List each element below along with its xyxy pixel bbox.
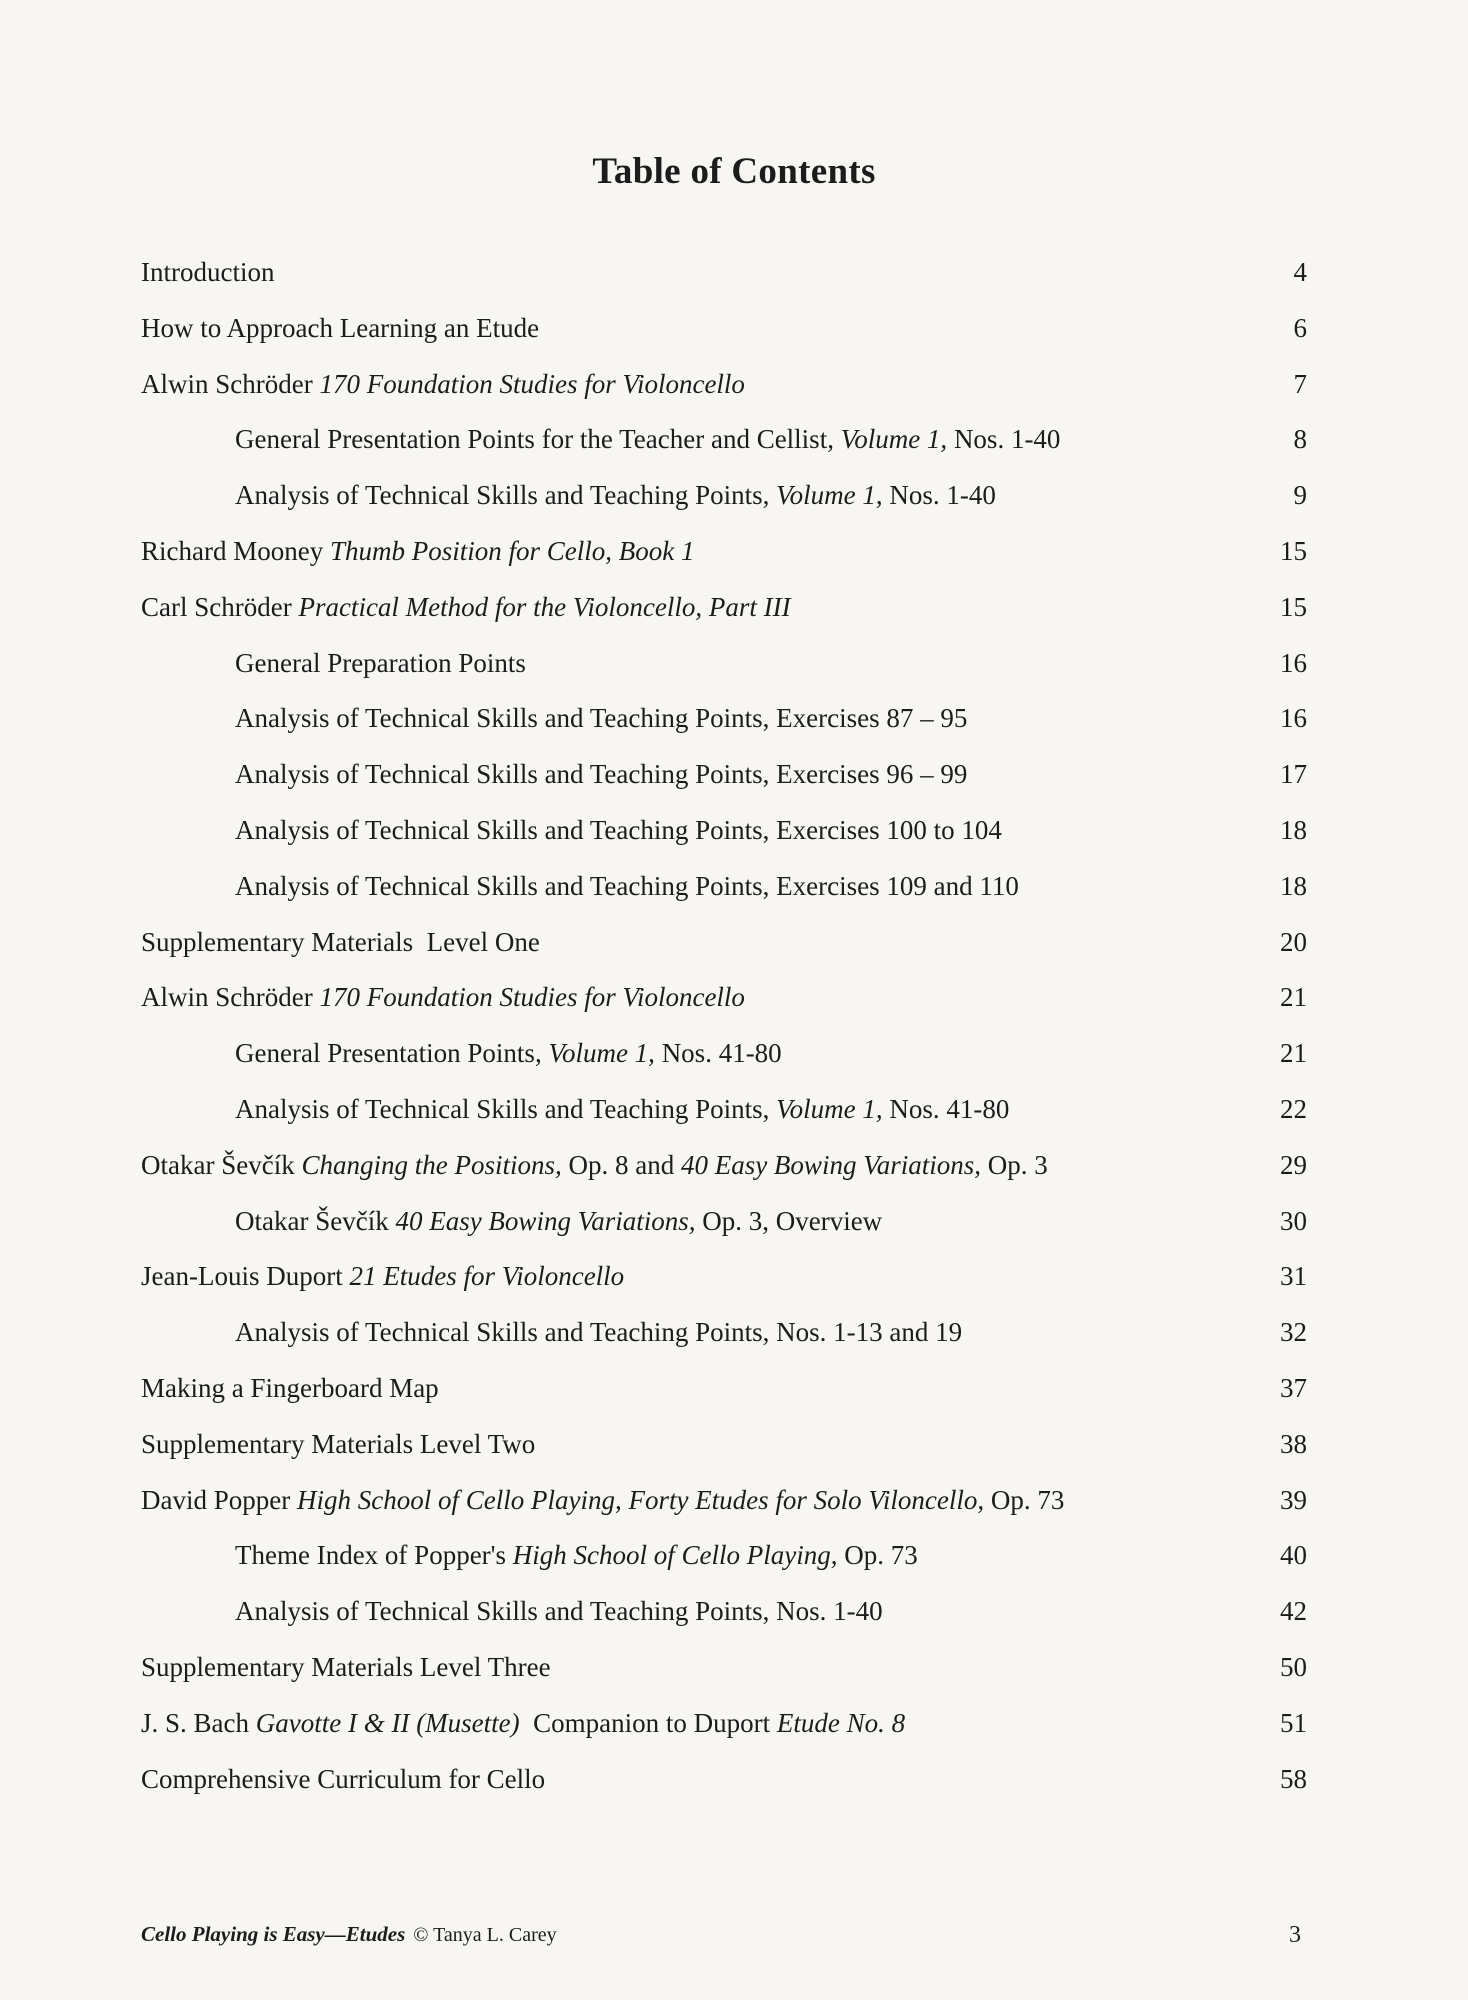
toc-entry [141, 1475, 1307, 1531]
toc-page-number: 16 [1280, 703, 1307, 734]
toc-page-number: 21 [1280, 982, 1307, 1013]
toc-page-number: 17 [1280, 759, 1307, 790]
toc-entry-title [235, 805, 1002, 855]
toc-page-number: 39 [1280, 1484, 1307, 1515]
toc-text: How to Approach Learning an Etude [141, 312, 540, 343]
toc-entry-title [141, 1698, 905, 1748]
toc-text: J. S. Bach [141, 1707, 256, 1738]
toc-text: Making a Fingerboard Map [141, 1372, 439, 1403]
toc-text: General Presentation Points for the Teacher and Cellist, [235, 424, 841, 455]
toc-text: Supplementary Materials Level Two [141, 1428, 536, 1459]
toc-italic-title: 40 Easy Bowing Variations, [680, 1149, 981, 1180]
toc-text: Op. 3 [980, 1149, 1048, 1180]
toc-entry-title [141, 1754, 545, 1804]
toc-entry-title [235, 861, 1019, 911]
toc-text: Otakar Ševčík [141, 1149, 302, 1180]
toc-text: Nos. 1-40 [882, 480, 996, 511]
toc-subentry [141, 805, 1307, 861]
toc-subentry [141, 861, 1307, 917]
toc-text: Comprehensive Curriculum for Cello [141, 1763, 546, 1794]
toc-entry-title [235, 1307, 962, 1357]
toc-page-number: 9 [1293, 480, 1307, 511]
toc-subentry [141, 1084, 1307, 1140]
toc-italic-title: Changing the Positions, [301, 1149, 562, 1180]
toc-entry-title [141, 359, 745, 409]
toc-text: Analysis of Technical Skills and Teaching Points, [235, 480, 777, 511]
toc-text: Nos. 41-80 [882, 1093, 1010, 1124]
toc-page-number: 30 [1280, 1205, 1307, 1236]
toc-subentry [141, 470, 1307, 526]
toc-page-number: 15 [1280, 591, 1307, 622]
toc-italic-title: Gavotte I & II (Musette) [255, 1707, 520, 1738]
toc-page-number: 40 [1280, 1540, 1307, 1571]
toc-text: Op. 73 [984, 1484, 1065, 1515]
toc-text: Analysis of Technical Skills and Teaching Points, Nos. 1-40 [235, 1596, 883, 1627]
toc-text: Alwin Schröder [141, 368, 320, 399]
toc-text: Supplementary Materials Level Three [141, 1651, 551, 1682]
toc-page-number: 31 [1280, 1261, 1307, 1292]
toc-italic-title: 170 Foundation Studies for Violoncello [319, 368, 745, 399]
toc-text: Richard Mooney [141, 535, 330, 566]
footer [141, 1922, 557, 1947]
toc-text: Analysis of Technical Skills and Teaching Points, Exercises 87 – 95 [235, 703, 968, 734]
toc-text: Introduction [141, 257, 275, 287]
toc-italic-title: Practical Method for the Violoncello, Part III [298, 591, 791, 622]
toc-entry-title [141, 1642, 551, 1692]
toc-entry-title [141, 247, 274, 297]
toc-entry [141, 972, 1307, 1028]
toc-entry-title [141, 1140, 1048, 1190]
toc-subentry [141, 693, 1307, 749]
toc-text: Analysis of Technical Skills and Teaching Points, Exercises 109 and 110 [235, 870, 1019, 901]
toc-text: Theme Index of Popper's [235, 1540, 513, 1571]
toc-entry-title [235, 1586, 883, 1636]
toc-italic-title: Volume 1, [840, 424, 948, 455]
toc-text: Op. 3, Overview [695, 1205, 883, 1236]
toc-subentry [141, 1196, 1307, 1252]
toc-page-number: 51 [1280, 1707, 1307, 1738]
toc-page-number: 8 [1293, 424, 1307, 455]
toc-text: General Preparation Points [235, 647, 526, 678]
toc-text: Op. 73 [837, 1540, 918, 1571]
toc-entry-title [141, 972, 745, 1022]
toc-entry-title [141, 526, 694, 576]
toc-entry-title [235, 414, 1060, 464]
toc-page-number: 58 [1280, 1763, 1307, 1794]
toc-text: Nos. 1-40 [947, 424, 1061, 455]
toc-page-number: 18 [1280, 814, 1307, 845]
toc-italic-title: Volume 1, [776, 480, 883, 511]
toc-text: Companion to Duport [519, 1707, 777, 1738]
toc-text: Jean-Louis Duport [141, 1261, 350, 1292]
toc-entry-title [235, 1084, 1009, 1134]
footer-copyright: © Tanya L. Carey [413, 1924, 557, 1946]
toc-italic-title: Etude No. 8 [776, 1707, 906, 1738]
toc-entry [141, 1140, 1307, 1196]
table-of-contents [141, 247, 1307, 1809]
toc-entry-title [235, 1530, 918, 1580]
toc-italic-title: High School of Cello Playing, Forty Etudes for Solo Viloncello, [296, 1484, 985, 1515]
toc-text: Nos. 41-80 [654, 1038, 782, 1069]
toc-page-number: 42 [1280, 1596, 1307, 1627]
toc-page-number: 21 [1280, 1038, 1307, 1069]
toc-entry [141, 1754, 1307, 1810]
toc-page-number: 7 [1293, 368, 1307, 399]
toc-text: Analysis of Technical Skills and Teaching Points, [235, 1093, 777, 1124]
toc-subentry [141, 1307, 1307, 1363]
toc-text: Carl Schröder [141, 591, 299, 622]
toc-italic-title: Thumb Position for Cello, Book 1 [329, 535, 695, 566]
toc-entry-title [141, 917, 540, 967]
toc-text: Analysis of Technical Skills and Teaching Points, Nos. 1-13 and 19 [235, 1317, 963, 1348]
toc-page-number: 20 [1280, 926, 1307, 957]
toc-subentry [141, 749, 1307, 805]
toc-subentry [141, 1530, 1307, 1586]
toc-subentry [141, 414, 1307, 470]
toc-italic-title: Volume 1, [548, 1038, 655, 1069]
toc-page-number: 50 [1280, 1651, 1307, 1682]
toc-text: Analysis of Technical Skills and Teaching Points, Exercises 100 to 104 [235, 814, 1002, 845]
toc-text: Analysis of Technical Skills and Teaching Points, Exercises 96 – 99 [235, 759, 968, 790]
toc-subentry [141, 638, 1307, 694]
page-title: Table of Contents [592, 151, 876, 192]
toc-entry [141, 1419, 1307, 1475]
toc-entry-title [235, 1196, 882, 1246]
toc-text: Alwin Schröder [141, 982, 320, 1013]
toc-entry-title [141, 303, 539, 353]
toc-text: Supplementary Materials Level One [141, 926, 540, 957]
toc-entry-title [235, 693, 967, 743]
toc-italic-title: 40 Easy Bowing Variations, [395, 1205, 696, 1236]
toc-page-number: 32 [1280, 1317, 1307, 1348]
toc-entry-title [141, 1475, 1064, 1525]
toc-page-number: 15 [1280, 535, 1307, 566]
page-number: 3 [1289, 1922, 1301, 1948]
toc-entry-title [235, 749, 967, 799]
toc-entry-title [141, 1363, 439, 1413]
toc-subentry [141, 1028, 1307, 1084]
toc-italic-title: 170 Foundation Studies for Violoncello [319, 982, 745, 1013]
toc-entry-title [141, 1251, 624, 1301]
toc-page-number: 37 [1280, 1372, 1307, 1403]
toc-subentry [141, 1586, 1307, 1642]
toc-entry [141, 247, 1307, 303]
toc-entry [141, 1698, 1307, 1754]
toc-entry [141, 582, 1307, 638]
toc-text: Op. 8 and [561, 1149, 681, 1180]
toc-page-number: 18 [1280, 870, 1307, 901]
toc-page-number: 16 [1280, 647, 1307, 678]
toc-entry-title [235, 1028, 782, 1078]
toc-entry [141, 1642, 1307, 1698]
toc-entry [141, 1251, 1307, 1307]
toc-entry-title [235, 638, 526, 688]
toc-entry [141, 303, 1307, 359]
toc-page-number: 6 [1293, 312, 1307, 343]
toc-italic-title: 21 Etudes for Violoncello [349, 1261, 625, 1292]
toc-italic-title: Volume 1, [776, 1093, 883, 1124]
toc-entry-title [235, 470, 996, 520]
toc-italic-title: High School of Cello Playing, [512, 1540, 838, 1571]
toc-text: General Presentation Points, [235, 1038, 549, 1069]
toc-page-number: 38 [1280, 1428, 1307, 1459]
toc-entry [141, 526, 1307, 582]
toc-page-number: 22 [1280, 1093, 1307, 1124]
footer-book-title: Cello Playing is Easy—Etudes [141, 1922, 406, 1946]
toc-page-number: 4 [1293, 257, 1307, 287]
toc-entry [141, 359, 1307, 415]
toc-entry-title [141, 582, 791, 632]
toc-entry [141, 917, 1307, 973]
toc-text: Otakar Ševčík [235, 1205, 396, 1236]
toc-text: David Popper [141, 1484, 297, 1515]
toc-entry [141, 1363, 1307, 1419]
toc-page-number: 29 [1280, 1149, 1307, 1180]
toc-entry-title [141, 1419, 535, 1469]
